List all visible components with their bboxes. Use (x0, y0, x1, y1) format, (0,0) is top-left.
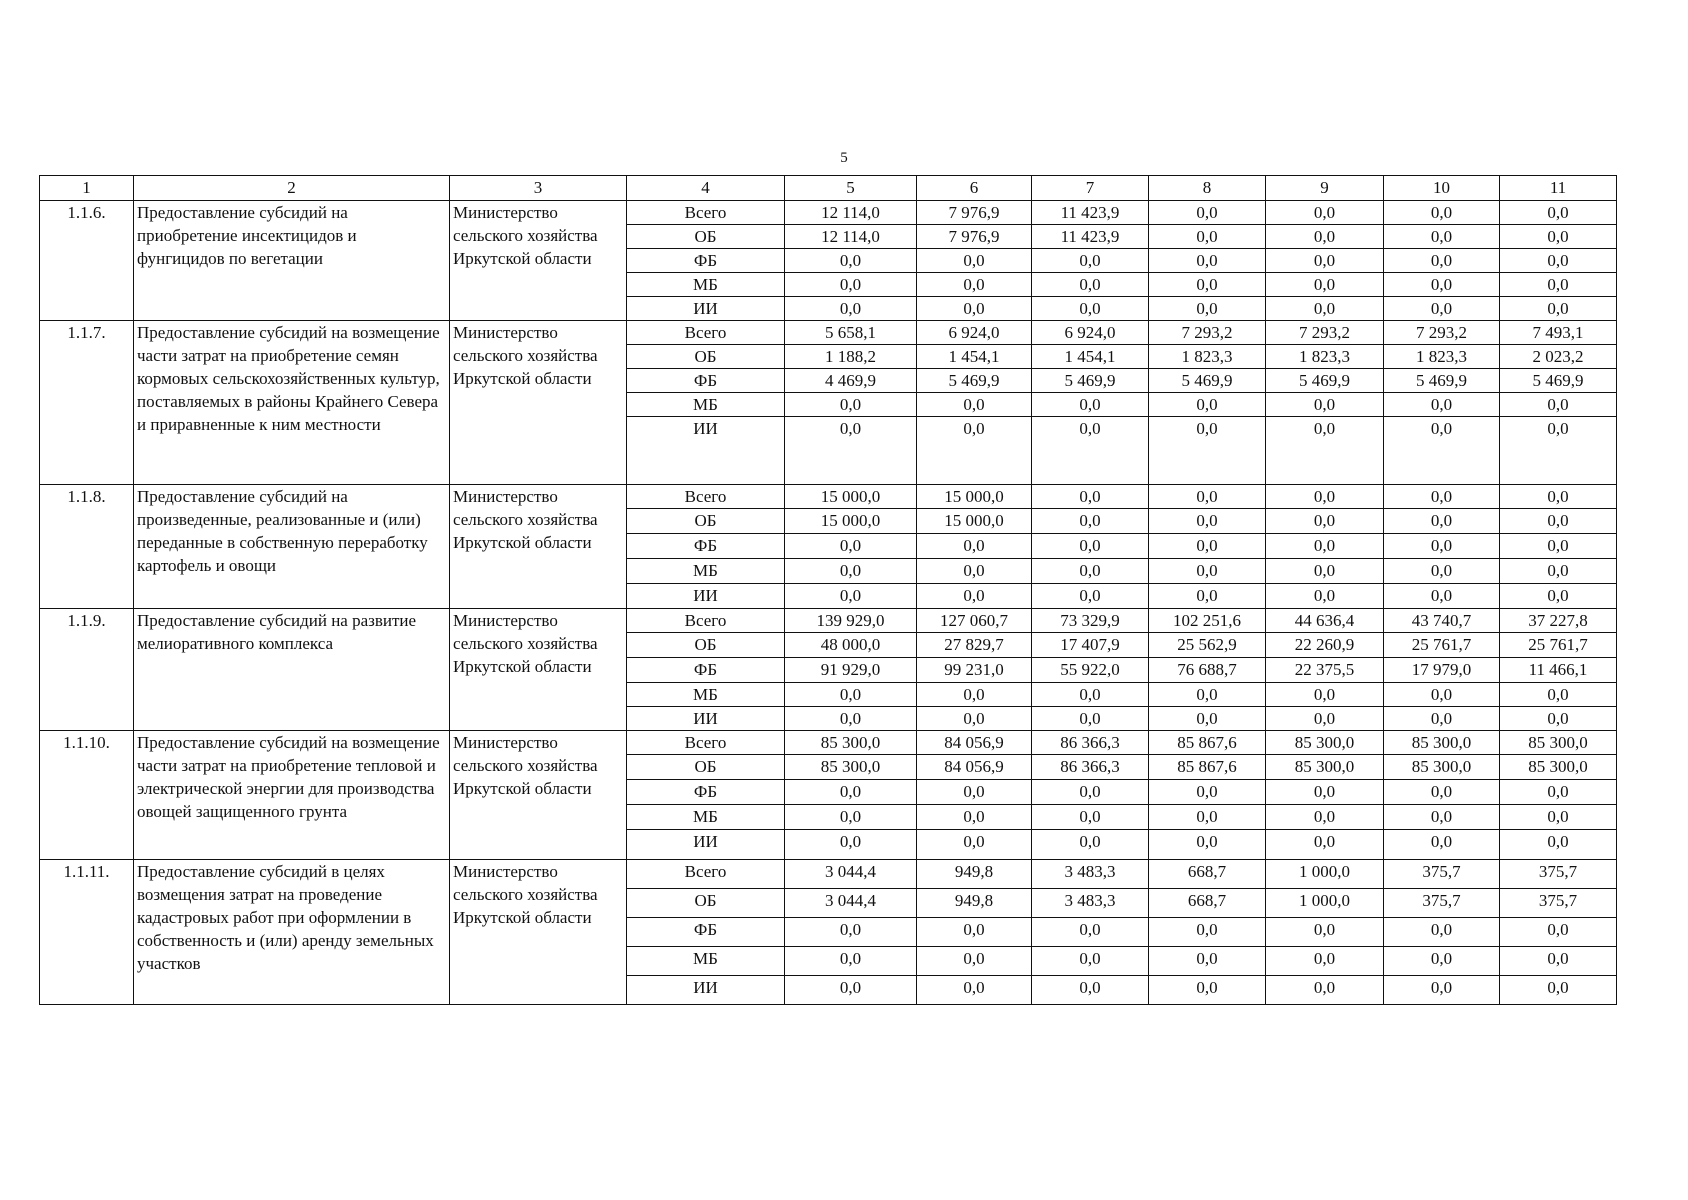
value-cell: 25 761,7 (1500, 633, 1617, 658)
value-cell: 5 469,9 (1266, 369, 1384, 393)
value-cell: 375,7 (1384, 860, 1500, 889)
item-executor: Министерство сельского хозяйства Иркутской области (450, 860, 627, 1005)
value-cell: 7 976,9 (917, 201, 1032, 225)
value-cell: 0,0 (1032, 707, 1149, 731)
value-cell: 0,0 (1149, 918, 1266, 947)
value-cell: 0,0 (1266, 780, 1384, 805)
value-cell: 0,0 (1266, 534, 1384, 559)
value-cell: 0,0 (1500, 393, 1617, 417)
value-cell: 0,0 (1500, 805, 1617, 830)
value-cell: 15 000,0 (917, 485, 1032, 509)
value-cell: 0,0 (917, 947, 1032, 976)
value-cell: 0,0 (1266, 947, 1384, 976)
value-cell: 0,0 (917, 683, 1032, 707)
value-cell: 0,0 (1266, 559, 1384, 584)
item-executor: Министерство сельского хозяйства Иркутской области (450, 485, 627, 609)
value-cell: 0,0 (1032, 417, 1149, 485)
item-executor: Министерство сельского хозяйства Иркутской области (450, 731, 627, 860)
value-cell: 0,0 (1266, 509, 1384, 534)
value-cell: 0,0 (917, 417, 1032, 485)
value-cell: 85 300,0 (785, 755, 917, 780)
value-cell: 0,0 (1149, 584, 1266, 609)
value-cell: 0,0 (1149, 805, 1266, 830)
value-cell: 102 251,6 (1149, 609, 1266, 633)
funding-source: ИИ (627, 417, 785, 485)
value-cell: 2 023,2 (1500, 345, 1617, 369)
table-row (40, 321, 1617, 345)
value-cell: 0,0 (1500, 584, 1617, 609)
value-cell: 22 260,9 (1266, 633, 1384, 658)
column-header: 10 (1384, 176, 1500, 201)
value-cell: 0,0 (1149, 273, 1266, 297)
value-cell: 0,0 (1266, 485, 1384, 509)
value-cell: 15 000,0 (917, 509, 1032, 534)
value-cell: 0,0 (1149, 780, 1266, 805)
value-cell: 375,7 (1500, 860, 1617, 889)
value-cell: 1 823,3 (1149, 345, 1266, 369)
value-cell: 0,0 (1032, 249, 1149, 273)
value-cell: 0,0 (1266, 297, 1384, 321)
value-cell: 0,0 (1032, 273, 1149, 297)
value-cell: 0,0 (1500, 683, 1617, 707)
value-cell: 11 423,9 (1032, 201, 1149, 225)
funding-source: ИИ (627, 830, 785, 860)
header-row (40, 176, 1617, 201)
value-cell: 0,0 (1149, 683, 1266, 707)
value-cell: 0,0 (1500, 947, 1617, 976)
funding-source: ОБ (627, 889, 785, 918)
value-cell: 99 231,0 (917, 658, 1032, 683)
value-cell: 0,0 (1149, 707, 1266, 731)
value-cell: 0,0 (1266, 707, 1384, 731)
value-cell: 0,0 (1384, 485, 1500, 509)
funding-source: ОБ (627, 225, 785, 249)
value-cell: 0,0 (1384, 683, 1500, 707)
item-executor: Министерство сельского хозяйства Иркутской области (450, 609, 627, 731)
value-cell: 0,0 (1149, 249, 1266, 273)
value-cell: 0,0 (917, 559, 1032, 584)
column-header: 2 (134, 176, 450, 201)
value-cell: 4 469,9 (785, 369, 917, 393)
value-cell: 0,0 (785, 297, 917, 321)
funding-source: Всего (627, 609, 785, 633)
value-cell: 0,0 (917, 584, 1032, 609)
value-cell: 11 423,9 (1032, 225, 1149, 249)
value-cell: 668,7 (1149, 860, 1266, 889)
value-cell: 127 060,7 (917, 609, 1032, 633)
value-cell: 3 483,3 (1032, 889, 1149, 918)
value-cell: 0,0 (1032, 683, 1149, 707)
funding-source: ИИ (627, 297, 785, 321)
value-cell: 0,0 (1384, 976, 1500, 1005)
column-header: 11 (1500, 176, 1617, 201)
value-cell: 0,0 (1032, 534, 1149, 559)
value-cell: 0,0 (1032, 976, 1149, 1005)
value-cell: 0,0 (1032, 393, 1149, 417)
value-cell: 0,0 (1149, 534, 1266, 559)
value-cell: 0,0 (1266, 225, 1384, 249)
funding-source: ФБ (627, 249, 785, 273)
value-cell: 0,0 (785, 780, 917, 805)
item-code: 1.1.7. (40, 321, 134, 485)
value-cell: 0,0 (785, 830, 917, 860)
value-cell: 37 227,8 (1500, 609, 1617, 633)
value-cell: 5 469,9 (1500, 369, 1617, 393)
value-cell: 15 000,0 (785, 485, 917, 509)
value-cell: 5 469,9 (917, 369, 1032, 393)
value-cell: 949,8 (917, 860, 1032, 889)
value-cell: 25 761,7 (1384, 633, 1500, 658)
value-cell: 0,0 (785, 683, 917, 707)
value-cell: 0,0 (1500, 534, 1617, 559)
value-cell: 0,0 (1032, 830, 1149, 860)
value-cell: 0,0 (917, 273, 1032, 297)
funding-source: Всего (627, 860, 785, 889)
item-name: Предоставление субсидий на приобретение инсектицидов и фунгицидов по вегетации (134, 201, 450, 321)
value-cell: 7 293,2 (1384, 321, 1500, 345)
value-cell: 0,0 (1032, 584, 1149, 609)
value-cell: 0,0 (1384, 225, 1500, 249)
funding-source: Всего (627, 201, 785, 225)
value-cell: 0,0 (1149, 559, 1266, 584)
value-cell: 0,0 (1384, 780, 1500, 805)
value-cell: 17 407,9 (1032, 633, 1149, 658)
value-cell: 0,0 (1500, 918, 1617, 947)
value-cell: 0,0 (1032, 297, 1149, 321)
value-cell: 0,0 (1032, 485, 1149, 509)
value-cell: 0,0 (917, 297, 1032, 321)
value-cell: 0,0 (917, 976, 1032, 1005)
value-cell: 1 000,0 (1266, 860, 1384, 889)
item-name: Предоставление субсидий на произведенные, реализованные и (или) переданные в собственную переработку картофель и овощи (134, 485, 450, 609)
value-cell: 55 922,0 (1032, 658, 1149, 683)
table-row (40, 731, 1617, 755)
funding-source: МБ (627, 393, 785, 417)
value-cell: 0,0 (1384, 947, 1500, 976)
value-cell: 0,0 (1500, 780, 1617, 805)
page-number: 5 (840, 150, 848, 166)
value-cell: 7 493,1 (1500, 321, 1617, 345)
value-cell: 0,0 (917, 534, 1032, 559)
value-cell: 7 293,2 (1149, 321, 1266, 345)
funding-source: ОБ (627, 509, 785, 534)
item-code: 1.1.8. (40, 485, 134, 609)
value-cell: 86 366,3 (1032, 731, 1149, 755)
funding-source: ИИ (627, 976, 785, 1005)
value-cell: 0,0 (1384, 201, 1500, 225)
funding-source: ФБ (627, 534, 785, 559)
item-executor: Министерство сельского хозяйства Иркутской области (450, 321, 627, 485)
column-header: 9 (1266, 176, 1384, 201)
funding-source: ФБ (627, 780, 785, 805)
value-cell: 0,0 (785, 947, 917, 976)
value-cell: 0,0 (1266, 918, 1384, 947)
value-cell: 48 000,0 (785, 633, 917, 658)
value-cell: 0,0 (1149, 393, 1266, 417)
column-header: 6 (917, 176, 1032, 201)
value-cell: 11 466,1 (1500, 658, 1617, 683)
value-cell: 1 823,3 (1266, 345, 1384, 369)
value-cell: 5 469,9 (1032, 369, 1149, 393)
value-cell: 5 469,9 (1149, 369, 1266, 393)
value-cell: 0,0 (1384, 559, 1500, 584)
value-cell: 0,0 (785, 273, 917, 297)
value-cell: 0,0 (917, 805, 1032, 830)
value-cell: 0,0 (1500, 830, 1617, 860)
value-cell: 0,0 (1384, 707, 1500, 731)
value-cell: 0,0 (1266, 249, 1384, 273)
value-cell: 85 300,0 (1500, 755, 1617, 780)
column-header: 4 (627, 176, 785, 201)
funding-source: МБ (627, 273, 785, 297)
value-cell: 0,0 (785, 559, 917, 584)
value-cell: 5 469,9 (1384, 369, 1500, 393)
value-cell: 1 188,2 (785, 345, 917, 369)
value-cell: 76 688,7 (1149, 658, 1266, 683)
value-cell: 25 562,9 (1149, 633, 1266, 658)
value-cell: 3 044,4 (785, 889, 917, 918)
table-row (40, 609, 1617, 633)
value-cell: 0,0 (1149, 976, 1266, 1005)
value-cell: 3 044,4 (785, 860, 917, 889)
value-cell: 12 114,0 (785, 201, 917, 225)
item-code: 1.1.11. (40, 860, 134, 1005)
value-cell: 0,0 (785, 976, 917, 1005)
value-cell: 85 300,0 (1266, 731, 1384, 755)
item-executor: Министерство сельского хозяйства Иркутской области (450, 201, 627, 321)
value-cell: 0,0 (1500, 707, 1617, 731)
value-cell: 0,0 (1032, 509, 1149, 534)
value-cell: 3 483,3 (1032, 860, 1149, 889)
value-cell: 0,0 (1149, 225, 1266, 249)
value-cell: 0,0 (1500, 273, 1617, 297)
value-cell: 85 300,0 (1384, 755, 1500, 780)
value-cell: 0,0 (1266, 805, 1384, 830)
value-cell: 0,0 (1266, 683, 1384, 707)
value-cell: 85 300,0 (785, 731, 917, 755)
value-cell: 0,0 (917, 830, 1032, 860)
value-cell: 0,0 (1266, 976, 1384, 1005)
value-cell: 15 000,0 (785, 509, 917, 534)
funding-source: МБ (627, 805, 785, 830)
value-cell: 0,0 (1500, 417, 1617, 485)
value-cell: 0,0 (785, 805, 917, 830)
value-cell: 949,8 (917, 889, 1032, 918)
value-cell: 0,0 (1384, 393, 1500, 417)
value-cell: 0,0 (1266, 584, 1384, 609)
funding-source: ОБ (627, 345, 785, 369)
item-code: 1.1.10. (40, 731, 134, 860)
value-cell: 43 740,7 (1384, 609, 1500, 633)
value-cell: 84 056,9 (917, 755, 1032, 780)
value-cell: 0,0 (1500, 225, 1617, 249)
value-cell: 0,0 (785, 534, 917, 559)
value-cell: 0,0 (1149, 830, 1266, 860)
table-row (40, 485, 1617, 509)
funding-source: МБ (627, 559, 785, 584)
value-cell: 91 929,0 (785, 658, 917, 683)
value-cell: 0,0 (785, 393, 917, 417)
value-cell: 0,0 (1266, 273, 1384, 297)
value-cell: 0,0 (1266, 201, 1384, 225)
funding-source: Всего (627, 731, 785, 755)
value-cell: 0,0 (785, 584, 917, 609)
column-header: 3 (450, 176, 627, 201)
value-cell: 0,0 (1500, 249, 1617, 273)
value-cell: 0,0 (1266, 393, 1384, 417)
funding-source: Всего (627, 485, 785, 509)
value-cell: 44 636,4 (1266, 609, 1384, 633)
value-cell: 0,0 (1384, 249, 1500, 273)
value-cell: 0,0 (1032, 805, 1149, 830)
funding-source: ОБ (627, 755, 785, 780)
value-cell: 0,0 (1149, 297, 1266, 321)
funding-source: ФБ (627, 918, 785, 947)
funding-source: МБ (627, 683, 785, 707)
funding-source: ИИ (627, 584, 785, 609)
table-row (40, 860, 1617, 889)
item-name: Предоставление субсидий на возмещение части затрат на приобретение семян кормовых сельскохозяйственных культур, поставляемых в районы Крайнего Севера и приравненные к ним местности (134, 321, 450, 485)
value-cell: 0,0 (1149, 417, 1266, 485)
value-cell: 85 300,0 (1266, 755, 1384, 780)
value-cell: 7 293,2 (1266, 321, 1384, 345)
value-cell: 0,0 (917, 249, 1032, 273)
item-code: 1.1.9. (40, 609, 134, 731)
value-cell: 0,0 (1384, 830, 1500, 860)
column-header: 7 (1032, 176, 1149, 201)
value-cell: 1 823,3 (1384, 345, 1500, 369)
item-name: Предоставление субсидий на развитие мелиоративного комплекса (134, 609, 450, 731)
value-cell: 85 867,6 (1149, 755, 1266, 780)
table-header (40, 176, 1617, 201)
value-cell: 0,0 (1384, 509, 1500, 534)
value-cell: 0,0 (1266, 830, 1384, 860)
value-cell: 0,0 (1149, 509, 1266, 534)
value-cell: 0,0 (785, 417, 917, 485)
value-cell: 0,0 (785, 707, 917, 731)
value-cell: 1 000,0 (1266, 889, 1384, 918)
table-row (40, 201, 1617, 225)
value-cell: 0,0 (917, 393, 1032, 417)
value-cell: 84 056,9 (917, 731, 1032, 755)
value-cell: 139 929,0 (785, 609, 917, 633)
value-cell: 0,0 (917, 780, 1032, 805)
value-cell: 0,0 (1500, 485, 1617, 509)
value-cell: 0,0 (1149, 201, 1266, 225)
value-cell: 0,0 (785, 249, 917, 273)
funding-source: МБ (627, 947, 785, 976)
value-cell: 0,0 (917, 918, 1032, 947)
value-cell: 0,0 (785, 918, 917, 947)
value-cell: 12 114,0 (785, 225, 917, 249)
value-cell: 85 300,0 (1500, 731, 1617, 755)
value-cell: 668,7 (1149, 889, 1266, 918)
value-cell: 7 976,9 (917, 225, 1032, 249)
value-cell: 5 658,1 (785, 321, 917, 345)
value-cell: 85 867,6 (1149, 731, 1266, 755)
value-cell: 0,0 (1384, 417, 1500, 485)
value-cell: 0,0 (917, 707, 1032, 731)
item-code: 1.1.6. (40, 201, 134, 321)
value-cell: 86 366,3 (1032, 755, 1149, 780)
value-cell: 0,0 (1384, 534, 1500, 559)
funding-source: ФБ (627, 658, 785, 683)
value-cell: 0,0 (1032, 918, 1149, 947)
value-cell: 375,7 (1384, 889, 1500, 918)
value-cell: 0,0 (1384, 805, 1500, 830)
column-header: 5 (785, 176, 917, 201)
value-cell: 0,0 (1500, 976, 1617, 1005)
funding-source: ОБ (627, 633, 785, 658)
value-cell: 0,0 (1500, 559, 1617, 584)
column-header: 1 (40, 176, 134, 201)
value-cell: 6 924,0 (917, 321, 1032, 345)
value-cell: 0,0 (1500, 297, 1617, 321)
value-cell: 0,0 (1149, 947, 1266, 976)
funding-source: Всего (627, 321, 785, 345)
value-cell: 0,0 (1149, 485, 1266, 509)
value-cell: 0,0 (1500, 201, 1617, 225)
value-cell: 0,0 (1384, 273, 1500, 297)
item-name: Предоставление субсидий на возмещение части затрат на приобретение тепловой и электрической энергии для производства овощей защищенного грунта (134, 731, 450, 860)
value-cell: 0,0 (1032, 947, 1149, 976)
column-header: 8 (1149, 176, 1266, 201)
value-cell: 85 300,0 (1384, 731, 1500, 755)
funding-source: ФБ (627, 369, 785, 393)
item-name: Предоставление субсидий в целях возмещения затрат на проведение кадастровых работ при оформлении в собственность и (или) аренду земельных участков (134, 860, 450, 1005)
value-cell: 0,0 (1032, 559, 1149, 584)
value-cell: 0,0 (1384, 918, 1500, 947)
value-cell: 0,0 (1032, 780, 1149, 805)
table-body (40, 201, 1617, 1005)
value-cell: 375,7 (1500, 889, 1617, 918)
value-cell: 0,0 (1384, 297, 1500, 321)
value-cell: 0,0 (1384, 584, 1500, 609)
value-cell: 17 979,0 (1384, 658, 1500, 683)
value-cell: 0,0 (1266, 417, 1384, 485)
funding-source: ИИ (627, 707, 785, 731)
value-cell: 73 329,9 (1032, 609, 1149, 633)
value-cell: 1 454,1 (917, 345, 1032, 369)
value-cell: 27 829,7 (917, 633, 1032, 658)
value-cell: 6 924,0 (1032, 321, 1149, 345)
value-cell: 22 375,5 (1266, 658, 1384, 683)
value-cell: 1 454,1 (1032, 345, 1149, 369)
budget-table (39, 175, 1617, 1005)
value-cell: 0,0 (1500, 509, 1617, 534)
